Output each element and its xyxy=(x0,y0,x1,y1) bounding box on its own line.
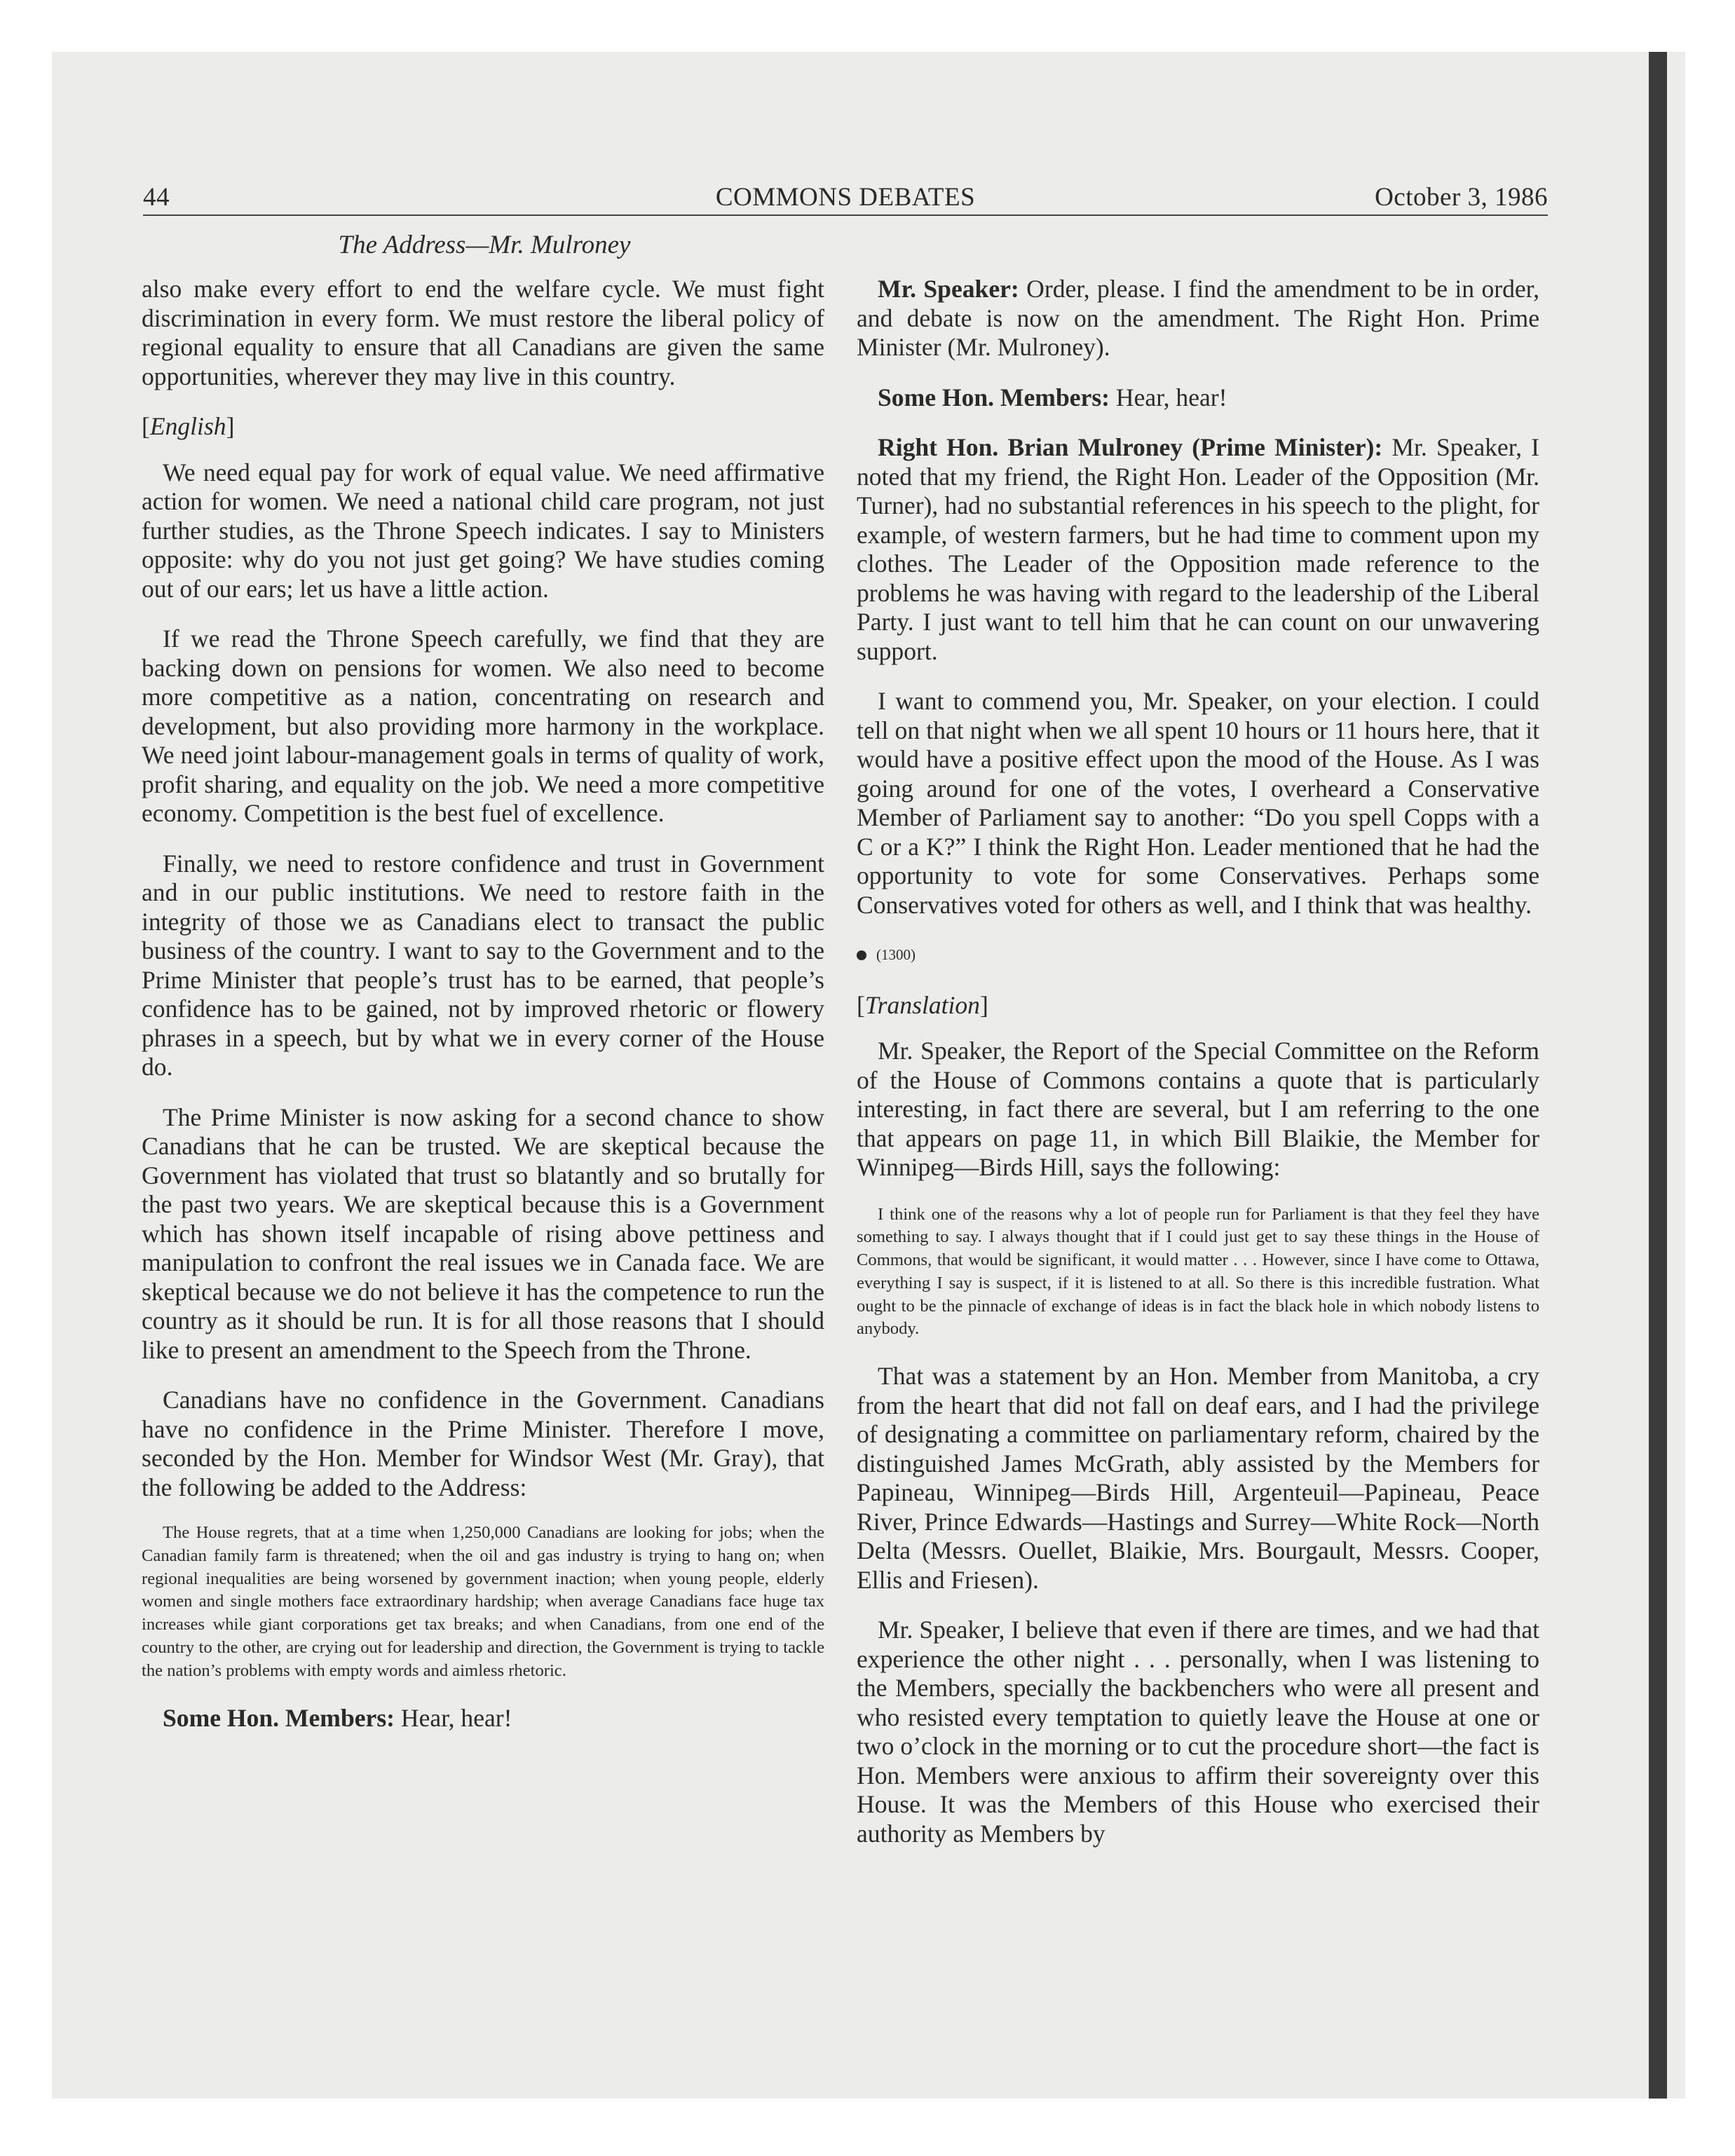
paragraph: also make every effort to end the welfare cycle. We must fight discrimination in every form. We must restore the liberal policy of regional equality to ensure that all Canadians are given the same opportunities, wherever they may live in this country. xyxy=(142,275,824,390)
speaker-name: Some Hon. Members: xyxy=(163,1703,395,1732)
bullet-icon xyxy=(857,950,866,960)
right-column xyxy=(857,275,1539,1869)
paragraph: We need equal pay for work of equal value. We need affirmative action for women. We need a national child care program, not just further studies, as the Throne Speech indicates. I say to Ministers opposite: why do you not just get going? We have studies coming out of our ears; let us have a little action. xyxy=(142,458,824,603)
speech-turn xyxy=(857,275,1539,362)
language-marker: [English] xyxy=(142,412,235,440)
page-number: 44 xyxy=(143,183,170,212)
interjection-text: Hear, hear! xyxy=(400,1703,512,1732)
language-label: Translation xyxy=(864,990,980,1019)
amendment-text: The House regrets, that at a time when 1,250,000 Canadians are looking for jobs; when the Canadian family farm is threatened; when the oil and gas industry is trying to hang on; when regional inequalities are being worsened by government inaction; when young people, elderly women and single mothers face extraordinary hardship; when average Canadians face huge tax increases while giant corporations get tax breaks; and when Canadians, from one end of the country to the other, are crying out for leadership and direction, the Government is trying to tackle the nation’s problems with empty words and aimless rhetoric. xyxy=(142,1523,824,1680)
language-label: English xyxy=(149,412,226,440)
paragraph: Canadians have no confidence in the Government. Canadians have no confidence in the Prime Minister. Therefore I move, seconded by the Hon. Member for Windsor West (Mr. Gray), that the following be added to the Address: xyxy=(142,1386,824,1501)
interjection-text: Hear, hear! xyxy=(1115,383,1227,411)
paragraph: Mr. Speaker, the Report of the Special Committee on the Reform of the House of Commons contains a quote that is particularly interesting, in fact there are several, but I am referring to the one that appears on page 11, in which Bill Blaikie, the Member for Winnipeg—Birds Hill, says the following: xyxy=(857,1037,1539,1181)
paragraph: Finally, we need to restore confidence and trust in Government and in our public institutions. We need to restore faith in the integrity of those we as Canadians elect to transact the public business of the country. I want to say to the Government and to the Prime Minister that people’s trust has to be earned, that people’s confidence has to be gained, not by improved rhetoric or flowery phrases in a speech, but by what we in every corner of the House do. xyxy=(142,849,824,1081)
language-marker: [Translation] xyxy=(857,990,988,1019)
speaker-name: Mr. Speaker: xyxy=(878,275,1019,303)
time-marker xyxy=(857,941,1539,970)
section-subheader: The Address—Mr. Mulroney xyxy=(338,231,631,259)
interjection xyxy=(857,383,1539,413)
paragraph: If we read the Throne Speech carefully, we find that they are backing down on pensions for women. We also need to become more competitive as a nation, concentrating on research and development, but also providing more harmony in the workplace. We need joint labour-management goals in terms of quality of work, profit sharing, and equality on the job. We need a more competitive economy. Competition is the best fuel of excellence. xyxy=(142,625,824,827)
block-quote: I think one of the reasons why a lot of people run for Parliament is that they feel they have something to say. I always thought that if I could just get to say these things in the House of Commons, that would be significant, it would matter . . . However, since I have come to Ottawa, everything I say is suspect, if it is listened to at all. So there is this incredible fustration. What ought to be the pinnacle of exchange of ideas is in fact the black hole in which nobody listens to anybody. xyxy=(857,1204,1539,1339)
scan-edge-bar xyxy=(1649,52,1667,2099)
paragraph: The Prime Minister is now asking for a second chance to show Canadians that he can be trusted. We are skeptical because the Government has violated that trust so blatantly and so brutally for the past two years. We are skeptical because this is a Government which has shown itself incapable of rising above pettiness and manipulation to confront the real issues we in Canada face. We are skeptical because we do not believe it has the competence to run the country as it should be run. It is for all those reasons that I should like to present an amendment to the Speech from the Throne. xyxy=(142,1103,824,1364)
speech-turn xyxy=(857,433,1539,666)
page-header xyxy=(143,178,1548,216)
left-column xyxy=(142,275,824,1754)
paragraph: That was a statement by an Hon. Member from Manitoba, a cry from the heart that did not fall on deaf ears, and I had the privilege of designating a committee on parliamentary reform, chaired by the distinguished James McGrath, ably assisted by the Members for Papineau, Winnipeg—Birds Hill, Argenteuil—Papineau, Peace River, Prince Edwards—Hastings and Surrey—White Rock—North Delta (Messrs. Ouellet, Blaikie, Mrs. Bourgault, Messrs. Cooper, Ellis and Friesen). xyxy=(857,1362,1539,1594)
publication-title: COMMONS DEBATES xyxy=(715,183,976,212)
publication-date: October 3, 1986 xyxy=(1375,183,1548,212)
interjection xyxy=(142,1704,824,1733)
paragraph: I want to commend you, Mr. Speaker, on your election. I could tell on that night when we all spent 10 hours or 11 hours here, that it would have a positive effect upon the mood of the House. As I was going around for one of the votes, I overheard a Conservative Member of Parliament say to another: “Do you spell Copps with a C or a K?” I think the Right Hon. Leader mentioned that he had the opportunity to vote for some Conservatives. Perhaps some Conservatives voted for others as well, and I think that was healthy. xyxy=(857,687,1539,919)
speaker-name: Right Hon. Brian Mulroney (Prime Minister): xyxy=(878,433,1383,461)
time-marker-label: (1300) xyxy=(876,946,916,963)
speech-text: Mr. Speaker, I noted that my friend, the Right Hon. Leader of the Opposition (Mr. Turner), had no substantial references in his speech to the plight, for example, of western farmers, but he had time to comment upon my clothes. The Leader of the Opposition made reference to the problems he was having with regard to the leadership of the Liberal Party. I just want to tell him that he can count on our unwavering support. xyxy=(857,433,1540,665)
speech-text: Order, please. I find the amendment to be in order, and debate is now on the amendment. The Right Hon. Prime Minister (Mr. Mulroney). xyxy=(857,275,1539,361)
speaker-name: Some Hon. Members: xyxy=(878,383,1110,411)
paragraph: Mr. Speaker, I believe that even if there are times, and we had that experience the other night . . . personally, when I was listening to the Members, specially the backbenchers who were all present and who resisted every temptation to quietly leave the House at one or two o’clock in the morning or to cut the procedure short—the fact is Hon. Members were anxious to affirm their sovereignty over this House. It was the Members of this House who exercised their authority as Members by xyxy=(857,1616,1539,1848)
